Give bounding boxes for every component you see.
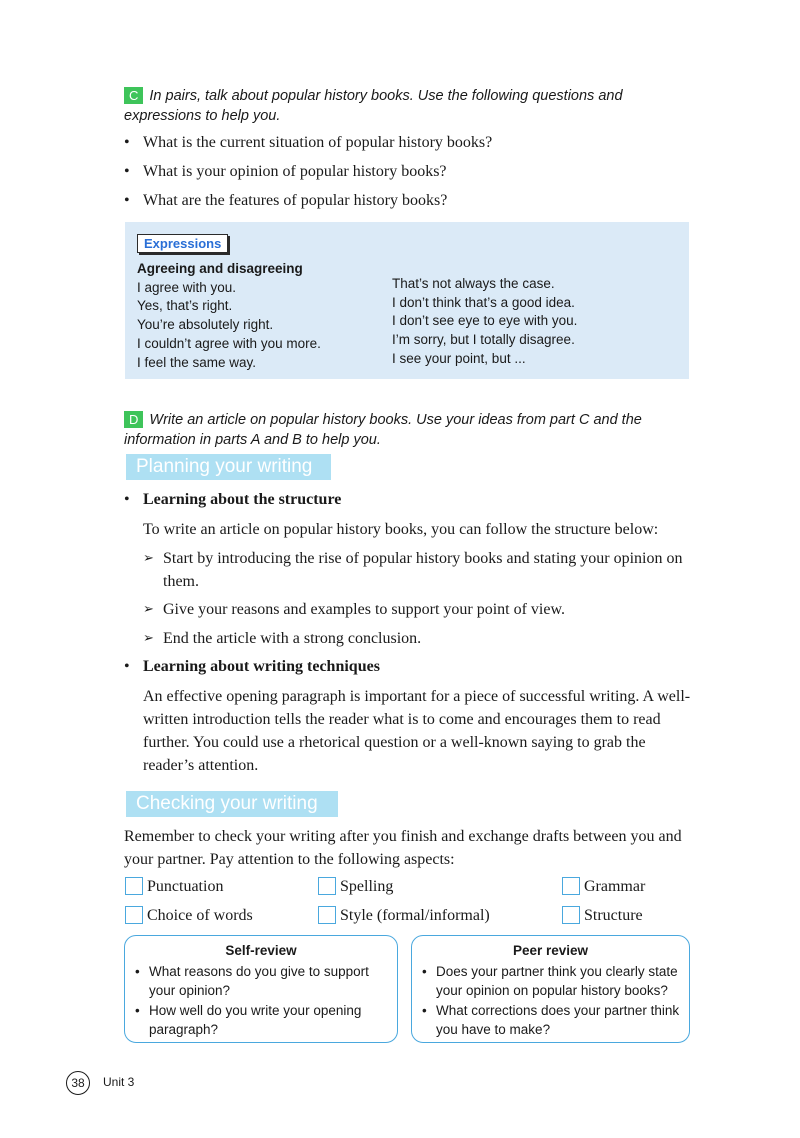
structure-step: ➢ End the article with a strong conclusion. xyxy=(143,627,713,650)
checking-intro: Remember to check your writing after you finish and exchange drafts between you and your partner. Pay attention to the following aspects: xyxy=(124,828,682,868)
checkbox[interactable] xyxy=(562,877,580,895)
structure-step: ➢ Give your reasons and examples to support your point of view. xyxy=(143,598,713,621)
bullet-icon: • xyxy=(124,658,130,675)
disagree-expression: I don’t think that’s a good idea. xyxy=(392,294,575,310)
part-c-tag: C xyxy=(124,87,143,104)
structure-step: ➢ Start by introducing the rise of popular history books and stating your opinion on them. xyxy=(143,547,713,593)
self-review-item: • What reasons do you give to support your opinion? xyxy=(133,962,389,1001)
unit-label: Unit 3 xyxy=(103,1075,135,1089)
checkbox[interactable] xyxy=(318,906,336,924)
expressions-box xyxy=(125,222,689,379)
disagree-expression: I’m sorry, but I totally disagree. xyxy=(392,332,575,348)
part-c-instruction-text: In pairs, talk about popular history books. Use the following questions and expressions to help you. xyxy=(124,88,623,124)
self-review-box xyxy=(124,935,398,1043)
part-d-instruction xyxy=(124,410,699,450)
planning-banner: Planning your writing xyxy=(126,454,331,480)
techniques-heading: • Learning about writing techniques xyxy=(124,656,723,678)
agree-expression: I agree with you. xyxy=(137,279,237,295)
agree-expression: Yes, that’s right. xyxy=(137,298,233,314)
question-item: • What is the current situation of popular history books? xyxy=(124,132,723,154)
bullet-icon: • xyxy=(124,163,130,180)
checking-banner: Checking your writing xyxy=(126,791,338,817)
peer-review-title: Peer review xyxy=(512,943,589,958)
checkbox[interactable] xyxy=(125,877,143,895)
arrow-icon: ➢ xyxy=(143,602,154,617)
question-item: • What are the features of popular history books? xyxy=(124,190,723,212)
self-review-item: • How well do you write your opening paragraph? xyxy=(133,1001,389,1040)
self-review-title: Self-review xyxy=(225,943,297,958)
part-c-instruction xyxy=(124,86,694,126)
question-item: • What is your opinion of popular history books? xyxy=(124,161,723,183)
disagree-column xyxy=(392,275,677,369)
disagree-expression: That’s not always the case. xyxy=(392,276,555,291)
checkbox[interactable] xyxy=(562,906,580,924)
agree-expression: I feel the same way. xyxy=(137,354,257,370)
agree-expression: I couldn’t agree with you more. xyxy=(137,335,321,351)
expressions-title: Expressions xyxy=(137,234,228,253)
peer-review-item: • What corrections does your partner think you have to make? xyxy=(420,1001,681,1040)
agree-column xyxy=(137,260,387,372)
peer-review-item: • Does your partner think you clearly state your opinion on popular history books? xyxy=(420,962,681,1001)
checkbox[interactable] xyxy=(318,877,336,895)
page-number: 38 xyxy=(66,1071,90,1095)
structure-heading: • Learning about the structure xyxy=(124,489,723,511)
bullet-icon: • xyxy=(124,134,130,151)
agree-expression: You’re absolutely right. xyxy=(137,317,274,333)
disagree-expression: I see your point, but ... xyxy=(392,350,526,366)
structure-intro: To write an article on popular history books, you can follow the structure below: xyxy=(143,521,659,538)
bullet-icon: • xyxy=(124,491,130,508)
checkbox[interactable] xyxy=(125,906,143,924)
techniques-text: An effective opening paragraph is important for a piece of successful writing. A well-written introduction tells the reader what is to come and encourages them to read further. You could use a rhetorical question or a well-known saying to grab the reader’s attention. xyxy=(143,688,691,774)
bullet-icon: • xyxy=(124,192,130,209)
part-d-instruction-text: Write an article on popular history books. Use your ideas from part C and the information in parts A and B to help you. xyxy=(124,412,642,448)
arrow-icon: ➢ xyxy=(143,551,154,566)
arrow-icon: ➢ xyxy=(143,631,154,646)
part-d-tag: D xyxy=(124,411,143,428)
peer-review-box xyxy=(411,935,690,1043)
expressions-heading: Agreeing and disagreeing xyxy=(137,261,303,276)
disagree-expression: I don’t see eye to eye with you. xyxy=(392,313,578,329)
